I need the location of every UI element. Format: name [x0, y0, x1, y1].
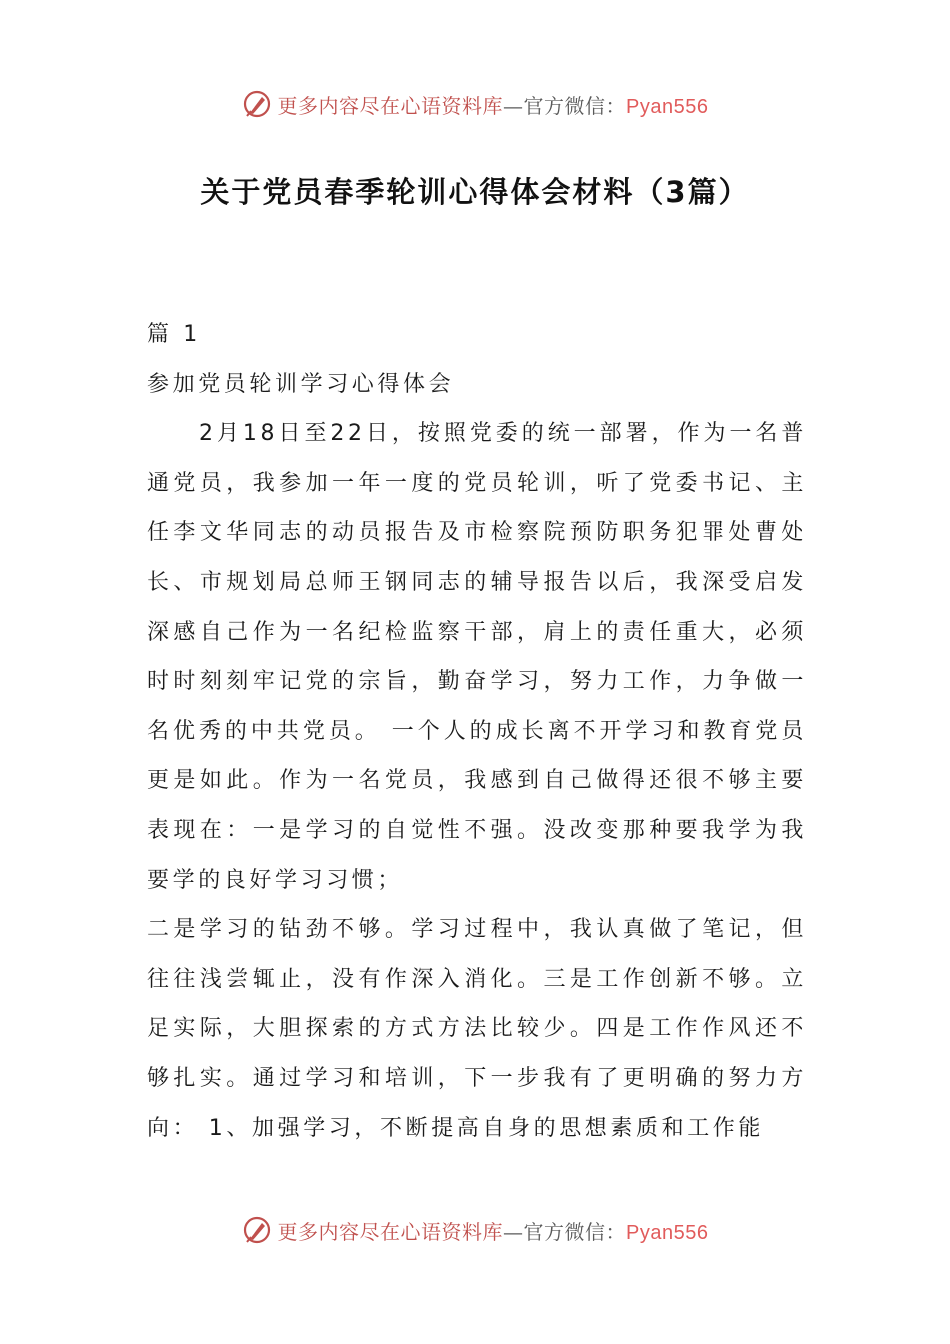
section-subtitle: 参加党员轮训学习心得体会 [147, 371, 455, 397]
footer-watermark-banner [0, 1210, 950, 1250]
body-paragraph-1: 2月18日至22日，按照党委的统一部署，作为一名普通党员，我参加一年一度的党员轮训，听了党委书记、主任李文华同志的动员报告及市检察院预防职务犯罪处曹处长、市规划局总师王钢同志的辅导报告以后，我深受启发深感自己作为一名纪检监察干部，肩上的责任重大，必须时时刻刻牢记党的宗旨，勤奋学习，努力工作，力争做一名优秀的中共党员。 一个人的成长离不开学习和教育党员更是如此。作为一名党员，我感到自己做得还很不够主要表现在：一是学习的自觉性不强。没改变那种要我学为我要学的良好学习习惯； [147, 421, 807, 893]
header-watermark-banner [0, 84, 950, 124]
banner-prefix: 更多内容尽在心语资料库 [277, 1219, 504, 1244]
quill-pen-logo-icon [242, 89, 272, 119]
banner-prefix: 更多内容尽在心语资料库 [277, 93, 504, 118]
document-body [147, 310, 807, 1153]
banner-wechat-id: Pyan556 [626, 95, 709, 118]
quill-pen-logo-icon [242, 1215, 272, 1245]
banner-wechat-id: Pyan556 [626, 1221, 709, 1244]
banner-label: 官方微信： [523, 1219, 627, 1244]
banner-label: 官方微信： [523, 93, 627, 118]
banner-dash: — [503, 1219, 524, 1244]
section-label: 篇 1 [147, 322, 201, 347]
document-title: 关于党员春季轮训心得体会材料（3篇） [200, 175, 750, 209]
banner-dash: — [503, 93, 524, 118]
body-paragraph-2: 二是学习的钻劲不够。学习过程中，我认真做了笔记，但往往浅尝辄止，没有作深入消化。三是工作创新不够。立足实际，大胆探索的方式方法比较少。四是工作作风还不够扎实。通过学习和培训，下一步我有了更明确的努力方向： 1、加强学习，不断提高自身的思想素质和工作能 [147, 917, 807, 1141]
